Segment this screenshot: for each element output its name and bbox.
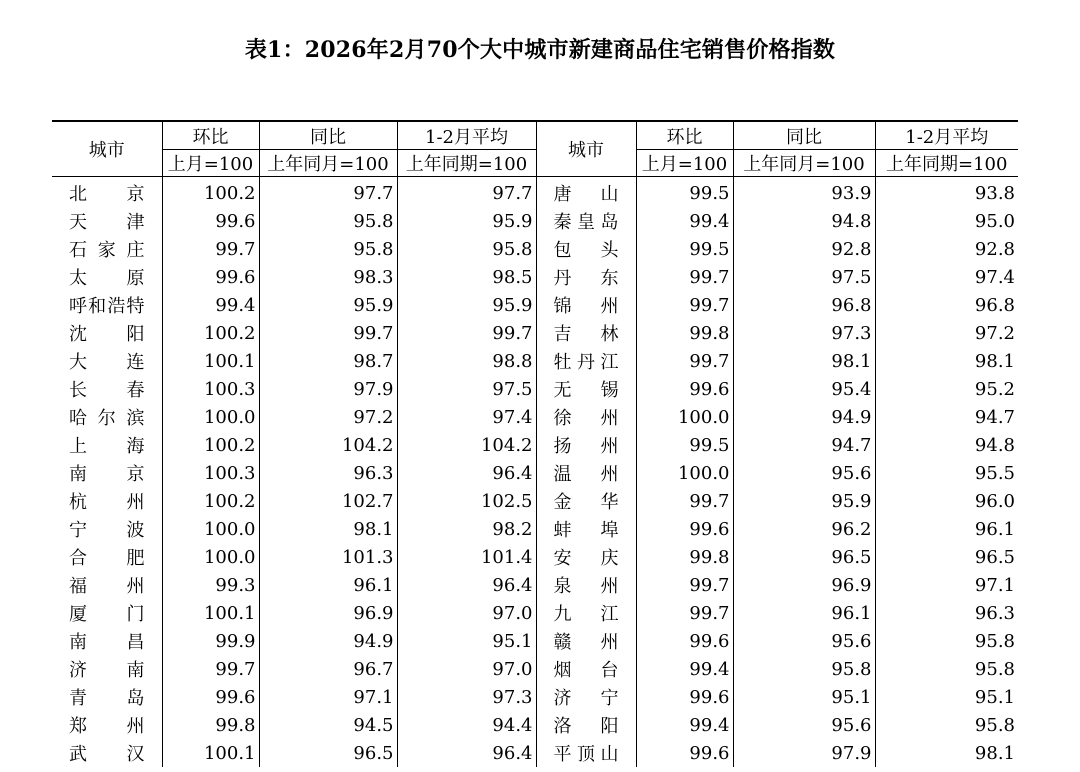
table-row [52, 739, 1018, 767]
left-yoy-value: 97.7 [259, 177, 397, 208]
right-mom-value: 99.6 [636, 739, 733, 767]
left-mom-value: 100.2 [162, 319, 259, 347]
right-yoy-value: 93.9 [733, 177, 875, 208]
left-yoy-value: 97.1 [259, 683, 397, 711]
right-yoy-value: 94.7 [733, 431, 875, 459]
left-city-name: 杭州 [69, 492, 145, 513]
left-yoy-value: 97.2 [259, 403, 397, 431]
left-yoy-value: 94.5 [259, 711, 397, 739]
right-city-name: 徐州 [536, 403, 636, 431]
left-city-name: 郑州 [69, 716, 145, 737]
left-city-name: 上海 [69, 436, 145, 457]
right-mom-value: 99.4 [636, 711, 733, 739]
left-avg-value: 95.9 [397, 291, 536, 319]
left-avg-value: 94.4 [397, 711, 536, 739]
right-yoy-value: 95.6 [733, 459, 875, 487]
left-mom-value: 99.6 [162, 207, 259, 235]
right-yoy-value: 94.8 [733, 207, 875, 235]
right-city-name: 吉林 [536, 319, 636, 347]
right-yoy-value: 94.9 [733, 403, 875, 431]
avg-header-right: 1-2月平均 [875, 121, 1018, 150]
right-avg-value: 92.8 [875, 235, 1018, 263]
right-avg-value: 96.3 [875, 599, 1018, 627]
right-mom-value: 99.7 [636, 291, 733, 319]
right-yoy-value: 95.6 [733, 711, 875, 739]
left-city-name: 厦门 [69, 604, 145, 625]
left-mom-value: 100.3 [162, 459, 259, 487]
left-yoy-value: 96.7 [259, 655, 397, 683]
left-mom-value: 99.6 [162, 263, 259, 291]
table-row [52, 431, 1018, 459]
city-header-right: 城市 [536, 121, 636, 177]
left-yoy-value: 95.9 [259, 291, 397, 319]
left-avg-value: 101.4 [397, 543, 536, 571]
right-yoy-value: 95.4 [733, 375, 875, 403]
right-mom-value: 99.6 [636, 515, 733, 543]
right-yoy-value: 97.3 [733, 319, 875, 347]
right-mom-value: 99.7 [636, 347, 733, 375]
left-mom-value: 100.0 [162, 403, 259, 431]
right-city-name: 九江 [536, 599, 636, 627]
right-yoy-value: 95.8 [733, 655, 875, 683]
left-city-name: 青岛 [69, 688, 145, 709]
right-avg-value: 93.8 [875, 177, 1018, 208]
right-mom-value: 99.7 [636, 263, 733, 291]
table-row [52, 655, 1018, 683]
left-city-name: 南昌 [69, 632, 145, 653]
right-avg-value: 95.1 [875, 683, 1018, 711]
right-mom-value: 99.5 [636, 235, 733, 263]
right-mom-value: 99.7 [636, 487, 733, 515]
right-mom-value: 99.4 [636, 655, 733, 683]
left-avg-value: 95.1 [397, 627, 536, 655]
right-mom-value: 99.7 [636, 599, 733, 627]
table-row [52, 683, 1018, 711]
left-city-name: 武汉 [69, 744, 145, 765]
right-city-name: 丹东 [536, 263, 636, 291]
right-city-name: 济宁 [536, 683, 636, 711]
right-city-name: 平顶山 [536, 739, 636, 767]
left-yoy-value: 99.7 [259, 319, 397, 347]
right-city-name: 安庆 [536, 543, 636, 571]
left-mom-value: 99.4 [162, 291, 259, 319]
table-title: 表1：2026年2月70个大中城市新建商品住宅销售价格指数 [244, 37, 836, 63]
right-city-name: 锦州 [536, 291, 636, 319]
table-row [52, 571, 1018, 599]
header-row-base [52, 150, 1018, 177]
right-avg-value: 96.5 [875, 543, 1018, 571]
left-city-name: 南京 [69, 464, 145, 485]
table-body [52, 177, 1018, 768]
left-city-name: 长春 [69, 380, 145, 401]
right-yoy-value: 96.5 [733, 543, 875, 571]
left-avg-value: 104.2 [397, 431, 536, 459]
left-city-name: 沈阳 [69, 324, 145, 345]
right-city-name: 金华 [536, 487, 636, 515]
right-city-name: 牡丹江 [536, 347, 636, 375]
left-mom-value: 99.8 [162, 711, 259, 739]
right-yoy-value: 98.1 [733, 347, 875, 375]
right-city-name: 唐山 [536, 177, 636, 208]
right-avg-value: 94.7 [875, 403, 1018, 431]
right-city-name: 蚌埠 [536, 515, 636, 543]
right-yoy-value: 96.2 [733, 515, 875, 543]
left-city-name: 合肥 [69, 548, 145, 569]
table-row [52, 403, 1018, 431]
left-city-name: 石家庄 [69, 240, 145, 261]
left-mom-value: 99.9 [162, 627, 259, 655]
left-mom-value: 99.3 [162, 571, 259, 599]
right-mom-value: 99.6 [636, 683, 733, 711]
mom-base-right: 上月=100 [636, 150, 733, 177]
left-mom-value: 100.2 [162, 487, 259, 515]
left-city-name: 天津 [69, 212, 145, 233]
yoy-base-left: 上年同月=100 [259, 150, 397, 177]
right-city-name: 温州 [536, 459, 636, 487]
right-city-name: 洛阳 [536, 711, 636, 739]
table-row [52, 627, 1018, 655]
right-mom-value: 99.4 [636, 207, 733, 235]
left-avg-value: 96.4 [397, 459, 536, 487]
right-avg-value: 97.4 [875, 263, 1018, 291]
left-mom-value: 100.0 [162, 543, 259, 571]
left-city-name: 北京 [69, 184, 145, 205]
price-index-table [52, 120, 1018, 767]
left-yoy-value: 96.9 [259, 599, 397, 627]
table-row [52, 515, 1018, 543]
right-mom-value: 100.0 [636, 459, 733, 487]
right-yoy-value: 95.9 [733, 487, 875, 515]
right-yoy-value: 96.8 [733, 291, 875, 319]
left-avg-value: 102.5 [397, 487, 536, 515]
right-yoy-value: 95.6 [733, 627, 875, 655]
left-mom-value: 100.0 [162, 515, 259, 543]
table-row [52, 291, 1018, 319]
mom-base-left: 上月=100 [162, 150, 259, 177]
right-avg-value: 94.8 [875, 431, 1018, 459]
right-avg-value: 96.1 [875, 515, 1018, 543]
left-mom-value: 99.6 [162, 683, 259, 711]
right-avg-value: 97.1 [875, 571, 1018, 599]
table-row [52, 319, 1018, 347]
right-yoy-value: 96.9 [733, 571, 875, 599]
left-mom-value: 100.2 [162, 431, 259, 459]
left-avg-value: 96.4 [397, 739, 536, 767]
right-mom-value: 99.6 [636, 375, 733, 403]
table-header [52, 121, 1018, 177]
left-avg-value: 97.3 [397, 683, 536, 711]
left-city-name: 呼和浩特 [69, 296, 145, 317]
table-row [52, 347, 1018, 375]
right-city-name: 包头 [536, 235, 636, 263]
left-mom-value: 99.7 [162, 655, 259, 683]
left-city-name: 大连 [69, 352, 145, 373]
right-avg-value: 95.2 [875, 375, 1018, 403]
table-row [52, 177, 1018, 208]
left-avg-value: 95.9 [397, 207, 536, 235]
left-yoy-value: 98.3 [259, 263, 397, 291]
right-city-name: 赣州 [536, 627, 636, 655]
left-city-name: 济南 [69, 660, 145, 681]
avg-base-right: 上年同期=100 [875, 150, 1018, 177]
left-city-name: 宁波 [69, 520, 145, 541]
right-mom-value: 99.8 [636, 543, 733, 571]
left-yoy-value: 95.8 [259, 235, 397, 263]
right-avg-value: 98.1 [875, 347, 1018, 375]
left-mom-value: 100.3 [162, 375, 259, 403]
right-city-name: 烟台 [536, 655, 636, 683]
left-yoy-value: 94.9 [259, 627, 397, 655]
right-avg-value: 95.0 [875, 207, 1018, 235]
right-yoy-value: 95.1 [733, 683, 875, 711]
left-avg-value: 99.7 [397, 319, 536, 347]
right-mom-value: 99.8 [636, 319, 733, 347]
left-avg-value: 95.8 [397, 235, 536, 263]
left-yoy-value: 96.3 [259, 459, 397, 487]
right-city-name: 无锡 [536, 375, 636, 403]
right-avg-value: 95.8 [875, 711, 1018, 739]
left-yoy-value: 104.2 [259, 431, 397, 459]
avg-header-left: 1-2月平均 [397, 121, 536, 150]
table-row [52, 235, 1018, 263]
mom-header-left: 环比 [162, 121, 259, 150]
left-city-name: 哈尔滨 [69, 408, 145, 429]
city-header-left: 城市 [52, 121, 162, 177]
table-row [52, 487, 1018, 515]
left-avg-value: 98.8 [397, 347, 536, 375]
left-mom-value: 100.1 [162, 599, 259, 627]
table-row [52, 459, 1018, 487]
left-avg-value: 96.4 [397, 571, 536, 599]
left-avg-value: 97.7 [397, 177, 536, 208]
yoy-header-left: 同比 [259, 121, 397, 150]
yoy-header-right: 同比 [733, 121, 875, 150]
left-yoy-value: 95.8 [259, 207, 397, 235]
header-row-top [52, 121, 1018, 150]
table-row [52, 599, 1018, 627]
table-row [52, 263, 1018, 291]
left-mom-value: 100.1 [162, 739, 259, 767]
right-mom-value: 99.5 [636, 177, 733, 208]
right-city-name: 扬州 [536, 431, 636, 459]
left-avg-value: 97.4 [397, 403, 536, 431]
right-mom-value: 99.7 [636, 571, 733, 599]
right-avg-value: 97.2 [875, 319, 1018, 347]
table-row [52, 207, 1018, 235]
left-yoy-value: 98.7 [259, 347, 397, 375]
table-row [52, 375, 1018, 403]
left-avg-value: 97.0 [397, 655, 536, 683]
left-avg-value: 97.0 [397, 599, 536, 627]
left-avg-value: 98.5 [397, 263, 536, 291]
left-yoy-value: 97.9 [259, 375, 397, 403]
left-avg-value: 97.5 [397, 375, 536, 403]
left-city-name: 福州 [69, 576, 145, 597]
right-avg-value: 95.8 [875, 627, 1018, 655]
left-avg-value: 98.2 [397, 515, 536, 543]
mom-header-right: 环比 [636, 121, 733, 150]
right-yoy-value: 97.5 [733, 263, 875, 291]
right-avg-value: 95.5 [875, 459, 1018, 487]
left-yoy-value: 96.5 [259, 739, 397, 767]
right-yoy-value: 92.8 [733, 235, 875, 263]
left-city-name: 太原 [69, 268, 145, 289]
left-mom-value: 100.2 [162, 177, 259, 208]
yoy-base-right: 上年同月=100 [733, 150, 875, 177]
left-yoy-value: 96.1 [259, 571, 397, 599]
right-mom-value: 99.5 [636, 431, 733, 459]
right-avg-value: 95.8 [875, 655, 1018, 683]
table-row [52, 711, 1018, 739]
right-mom-value: 100.0 [636, 403, 733, 431]
left-mom-value: 99.7 [162, 235, 259, 263]
left-yoy-value: 98.1 [259, 515, 397, 543]
right-avg-value: 96.0 [875, 487, 1018, 515]
right-avg-value: 96.8 [875, 291, 1018, 319]
right-yoy-value: 97.9 [733, 739, 875, 767]
right-yoy-value: 96.1 [733, 599, 875, 627]
left-yoy-value: 102.7 [259, 487, 397, 515]
avg-base-left: 上年同期=100 [397, 150, 536, 177]
left-mom-value: 100.1 [162, 347, 259, 375]
right-city-name: 秦皇岛 [536, 207, 636, 235]
table-row [52, 543, 1018, 571]
right-mom-value: 99.6 [636, 627, 733, 655]
right-city-name: 泉州 [536, 571, 636, 599]
left-yoy-value: 101.3 [259, 543, 397, 571]
right-avg-value: 98.1 [875, 739, 1018, 767]
